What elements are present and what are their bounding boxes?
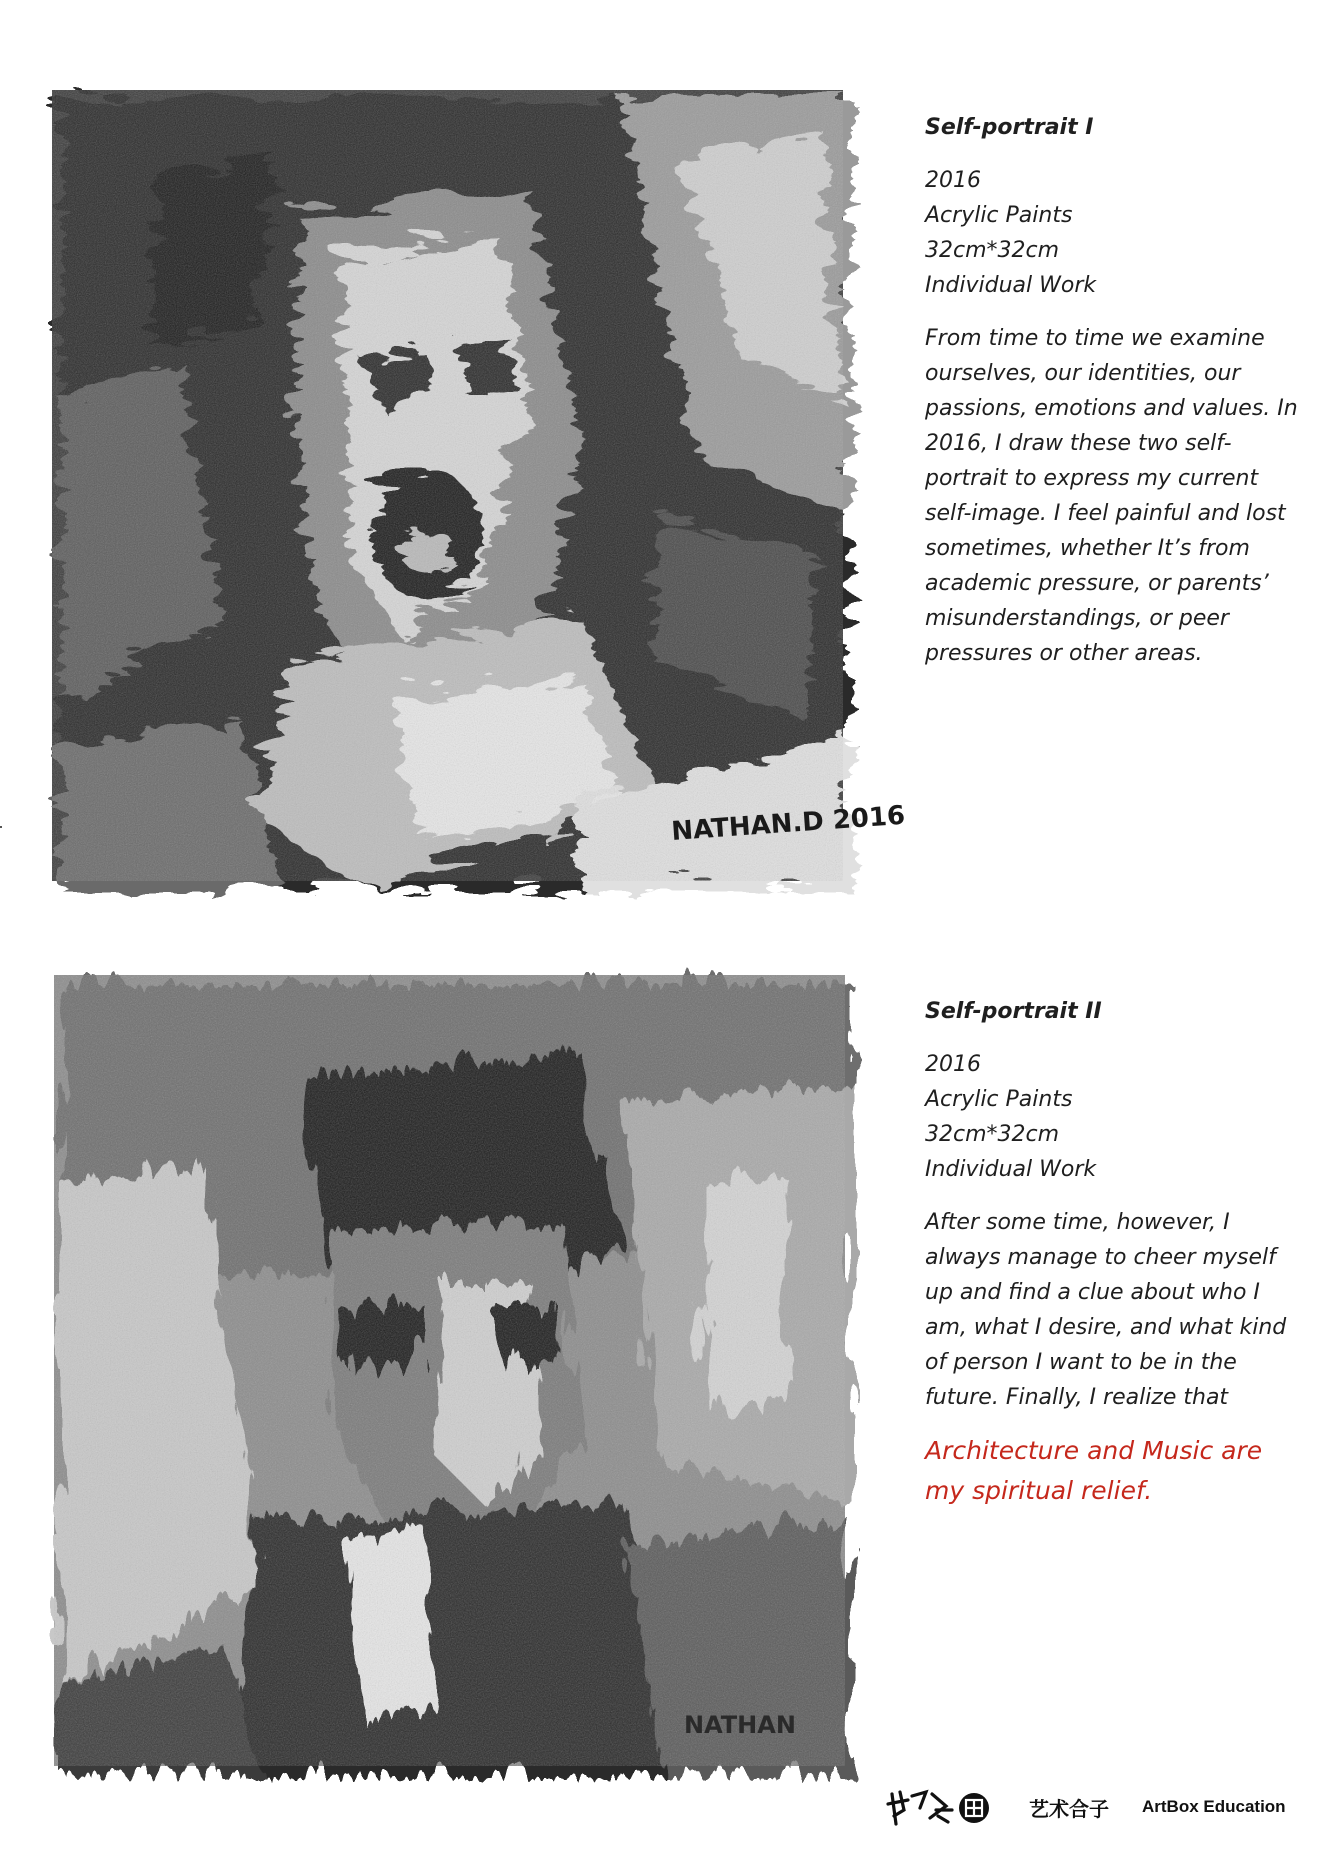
- artwork-title: Self-portrait II: [925, 999, 1102, 1024]
- brand-name-english: ArtBox Education: [1142, 1797, 1286, 1816]
- artwork-description: After some time, however, I always manage to cheer myself up and find a clue about who I am, what I desire, and what kind of person I want to be in the future. Finally, I realize that: [925, 1210, 1287, 1410]
- artwork-title: Self-portrait I: [925, 115, 1094, 140]
- artwork-year: 2016: [925, 168, 981, 193]
- painting-self-portrait-2: [54, 975, 845, 1766]
- painting-self-portrait-1: [52, 90, 907, 881]
- brand-name-chinese: 艺术合子: [1029, 1797, 1109, 1821]
- footer-branding: [886, 1786, 1306, 1830]
- artwork-type: Individual Work: [925, 1157, 1097, 1182]
- artwork-type: Individual Work: [925, 273, 1097, 298]
- painting-signature: NATHAN: [684, 1711, 796, 1739]
- painting-signature: NATHAN.D 2016: [670, 800, 907, 847]
- artwork-size: 32cm*32cm: [925, 238, 1060, 263]
- artwork-medium: Acrylic Paints: [925, 203, 1073, 228]
- artwork-description: From time to time we examine ourselves, our identities, our passions, emotions and values. In 2016, I draw these two self-portrait to express my current self-image. I feel painful and lost sometimes, whether It’s from academic pressure, or parents’ misunderstandings, or peer pressures or other areas.: [925, 326, 1298, 666]
- artbox-logo-icon: [886, 1786, 998, 1830]
- artwork-year: 2016: [925, 1052, 981, 1077]
- artwork-caption-2: [925, 994, 1305, 1511]
- highlight-statement: Architecture and Music are my spiritual relief.: [925, 1436, 1263, 1505]
- artwork-caption-1: [925, 110, 1305, 671]
- margin-mark: [0, 826, 2, 828]
- artwork-meta: [925, 163, 1305, 303]
- artwork-meta: [925, 1047, 1305, 1187]
- artwork-size: 32cm*32cm: [925, 1122, 1060, 1147]
- artwork-medium: Acrylic Paints: [925, 1087, 1073, 1112]
